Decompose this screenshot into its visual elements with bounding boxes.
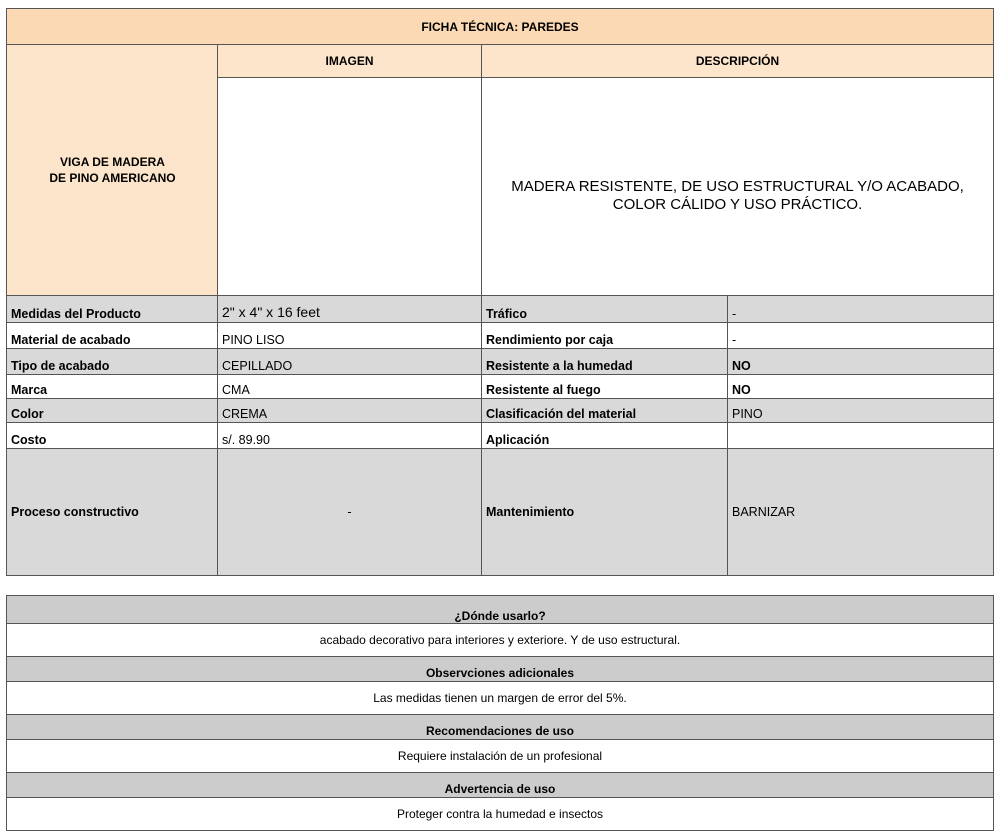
value-color: CREMA [217, 398, 481, 422]
section-title-recomendaciones: Recomendaciones de uso [7, 714, 993, 739]
product-image [217, 77, 481, 295]
sheet-title: FICHA TÉCNICA: PAREDES [7, 9, 993, 44]
value-clasificacion: PINO [727, 398, 993, 422]
value-rendimiento: - [727, 322, 993, 348]
value-fuego: NO [727, 374, 993, 398]
value-mantenimiento: BARNIZAR [727, 448, 993, 575]
section-title-observaciones: Observciones adicionales [7, 656, 993, 681]
label-medidas: Medidas del Producto [7, 295, 218, 322]
label-rendimiento: Rendimiento por caja [481, 322, 727, 348]
value-aplicacion [727, 422, 993, 448]
header-imagen: IMAGEN [217, 44, 481, 77]
label-clasificacion: Clasificación del material [481, 398, 727, 422]
value-medidas: 2" x 4" x 16 feet [217, 295, 481, 322]
header-descripcion: DESCRIPCIÓN [481, 44, 993, 77]
label-proceso: Proceso constructivo [7, 448, 218, 575]
section-text-observaciones: Las medidas tienen un margen de error del 5%. [7, 681, 993, 714]
section-text-donde-usarlo: acabado decorativo para interiores y exteriore. Y de uso estructural. [7, 623, 993, 656]
label-trafico: Tráfico [481, 295, 727, 322]
value-trafico: - [727, 295, 993, 322]
section-title-advertencia: Advertencia de uso [7, 772, 993, 797]
product-description: MADERA RESISTENTE, DE USO ESTRUCTURAL Y/O ACABADO, COLOR CÁLIDO Y USO PRÁCTICO. [481, 77, 993, 295]
label-mantenimiento: Mantenimiento [481, 448, 727, 575]
label-aplicacion: Aplicación [481, 422, 727, 448]
value-tipo-acabado: CEPILLADO [217, 348, 481, 374]
section-text-recomendaciones: Requiere instalación de un profesional [7, 739, 993, 772]
section-text-advertencia: Proteger contra la humedad e insectos [7, 797, 993, 830]
value-humedad: NO [727, 348, 993, 374]
value-marca: CMA [217, 374, 481, 398]
value-costo: s/. 89.90 [217, 422, 481, 448]
value-material: PINO LISO [217, 322, 481, 348]
label-costo: Costo [7, 422, 218, 448]
value-proceso: - [217, 448, 481, 575]
label-color: Color [7, 398, 218, 422]
label-humedad: Resistente a la humedad [481, 348, 727, 374]
label-tipo-acabado: Tipo de acabado [7, 348, 218, 374]
label-fuego: Resistente al fuego [481, 374, 727, 398]
product-name: VIGA DE MADERA DE PINO AMERICANO [7, 44, 218, 295]
section-title-donde-usarlo: ¿Dónde usarlo? [6, 595, 994, 624]
label-material: Material de acabado [7, 322, 218, 348]
label-marca: Marca [7, 374, 218, 398]
